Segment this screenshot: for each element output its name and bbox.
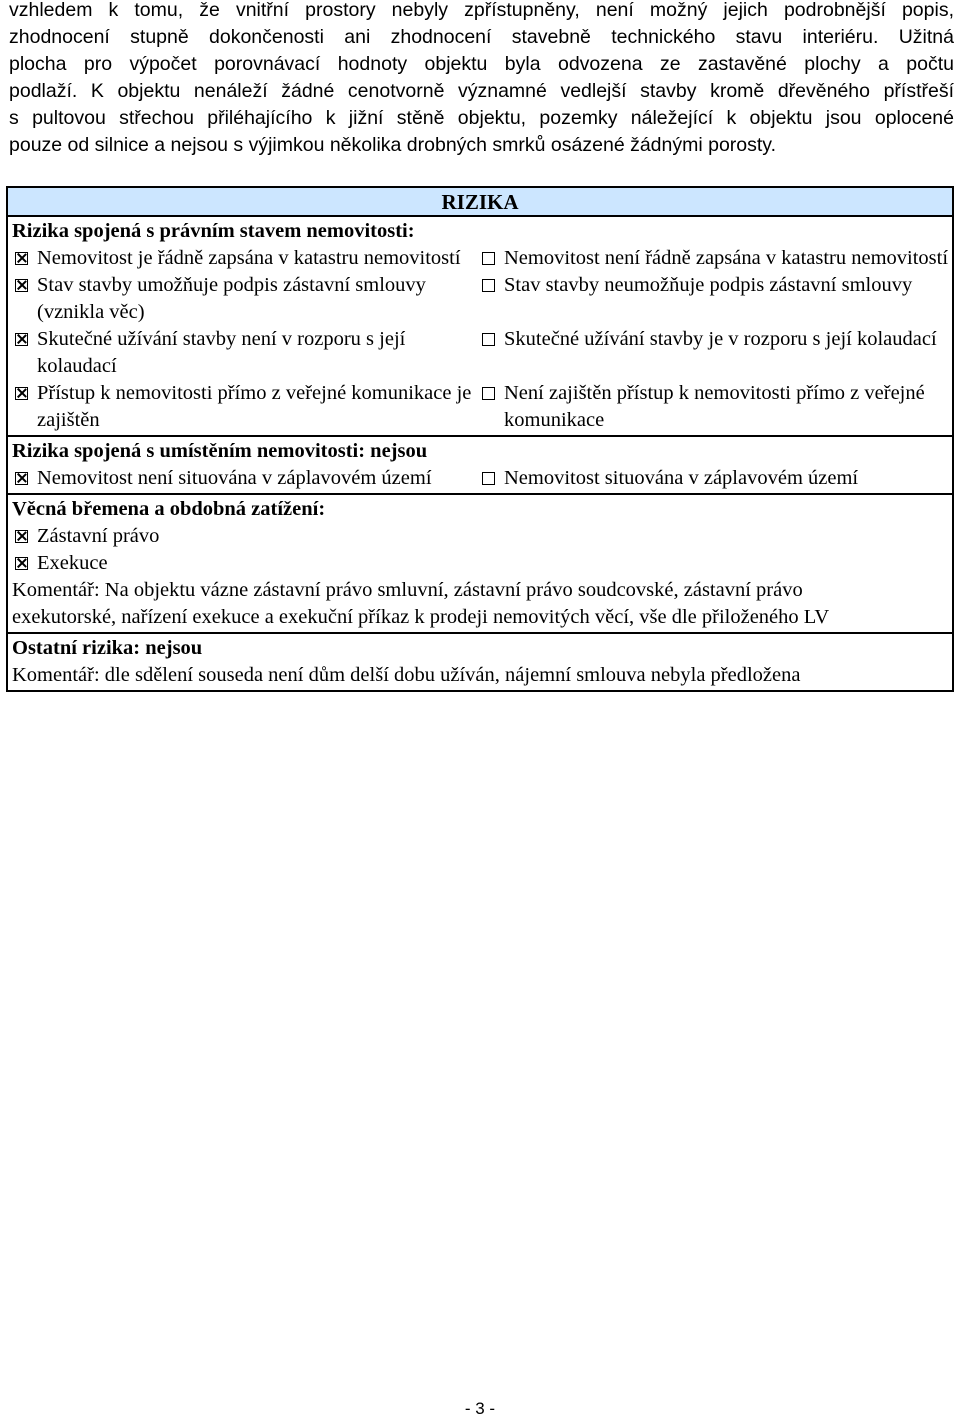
risk-option-label: Přístup k nemovitosti přímo z veřejné komunikace je zajištěn xyxy=(37,382,472,431)
risk-pair xyxy=(12,380,952,434)
risk-option xyxy=(12,465,479,492)
other-risks-section xyxy=(8,634,952,690)
location-risks-heading: Rizika spojená s umístěním nemovitosti: nejsou xyxy=(12,440,428,462)
intro-line: podlaží. K objektu nenáleží žádné cenotvorně významné vedlejší stavby kromě dřevěného přístřeší xyxy=(9,80,954,102)
intro-line: zhodnocení stupně dokončenosti ani zhodnocení stavebně technického stavu interiéru. Užitná xyxy=(9,26,954,48)
risk-option xyxy=(12,245,479,272)
risk-option xyxy=(12,380,479,434)
checkbox-icon[interactable] xyxy=(482,333,495,346)
checkbox-icon[interactable] xyxy=(15,279,28,292)
burdens-section xyxy=(8,495,952,634)
location-risks-section xyxy=(8,437,952,495)
burden-item-label: Exekuce xyxy=(37,552,108,574)
checkbox-icon[interactable] xyxy=(15,557,28,570)
risk-option-label: Skutečné užívání stavby není v rozporu s její kolaudací xyxy=(37,328,406,377)
risk-pair xyxy=(12,272,952,326)
checkbox-icon[interactable] xyxy=(15,530,28,543)
risks-table xyxy=(6,186,954,692)
risk-option-label: Stav stavby umožňuje podpis zástavní smlouvy (vznikla věc) xyxy=(37,274,426,323)
risk-pair xyxy=(12,326,952,380)
risk-option-label: Stav stavby neumožňuje podpis zástavní smlouvy xyxy=(504,274,913,296)
burdens-heading: Věcná břemena a obdobná zatížení: xyxy=(12,498,326,520)
legal-risks-section xyxy=(8,217,952,437)
checkbox-icon[interactable] xyxy=(15,472,28,485)
risk-option-label: Nemovitost situována v záplavovém území xyxy=(504,467,859,489)
checkbox-icon[interactable] xyxy=(482,252,495,265)
burden-item xyxy=(12,550,952,577)
risk-option xyxy=(12,326,479,380)
legal-risks-heading: Rizika spojená s právním stavem nemovitosti: xyxy=(12,220,415,242)
risk-option-label: Skutečné užívání stavby je v rozporu s její kolaudací xyxy=(504,328,937,350)
risk-option xyxy=(479,465,952,492)
risk-option xyxy=(479,245,952,272)
intro-line: s pultovou střechou přiléhajícího k jižní stěně objektu, pozemky náležející k objektu jsou oplocené xyxy=(9,107,954,129)
risk-option xyxy=(12,272,479,326)
checkbox-icon[interactable] xyxy=(15,387,28,400)
risk-option-label: Není zajištěn přístup k nemovitosti přímo z veřejné komunikace xyxy=(504,382,925,431)
risk-pair xyxy=(12,245,952,272)
burden-item-label: Zástavní právo xyxy=(37,525,160,547)
burdens-comment: Komentář: Na objektu vázne zástavní právo smluvní, zástavní právo soudcovské, zástavní právo exekutorské, nařízení exekuce a exekuční příkaz k prodeji nemovitých věcí, vše dle přiloženého LV xyxy=(12,579,830,628)
risk-option-label: Nemovitost není řádně zapsána v katastru nemovitostí xyxy=(504,247,949,269)
checkbox-icon[interactable] xyxy=(482,472,495,485)
risk-option xyxy=(479,272,952,326)
intro-line: vzhledem k tomu, že vnitřní prostory nebyly zpřístupněny, není možný jejich podrobnější popis, xyxy=(9,0,954,21)
burden-item xyxy=(12,523,952,550)
intro-paragraph xyxy=(9,0,954,159)
checkbox-icon[interactable] xyxy=(15,252,28,265)
page-number: - 3 - xyxy=(464,1399,496,1418)
checkbox-icon[interactable] xyxy=(482,387,495,400)
checkbox-icon[interactable] xyxy=(15,333,28,346)
risk-option xyxy=(479,326,952,380)
risk-option-label: Nemovitost je řádně zapsána v katastru nemovitostí xyxy=(37,247,461,269)
risks-title: RIZIKA xyxy=(8,188,952,217)
risk-option-label: Nemovitost není situována v záplavovém území xyxy=(37,467,432,489)
risk-option xyxy=(479,380,952,434)
other-risks-heading: Ostatní rizika: nejsou xyxy=(12,637,203,659)
risk-pair xyxy=(12,465,952,492)
intro-line: plocha pro výpočet porovnávací hodnoty objektu byla odvozena ze zastavěné plochy a počtu xyxy=(9,53,954,75)
checkbox-icon[interactable] xyxy=(482,279,495,292)
intro-line: pouze od silnice a nejsou s výjimkou několika drobných smrků osázené žádnými porosty. xyxy=(9,134,777,156)
other-risks-comment: Komentář: dle sdělení souseda není dům delší dobu užíván, nájemní smlouva nebyla předložena xyxy=(12,664,801,686)
